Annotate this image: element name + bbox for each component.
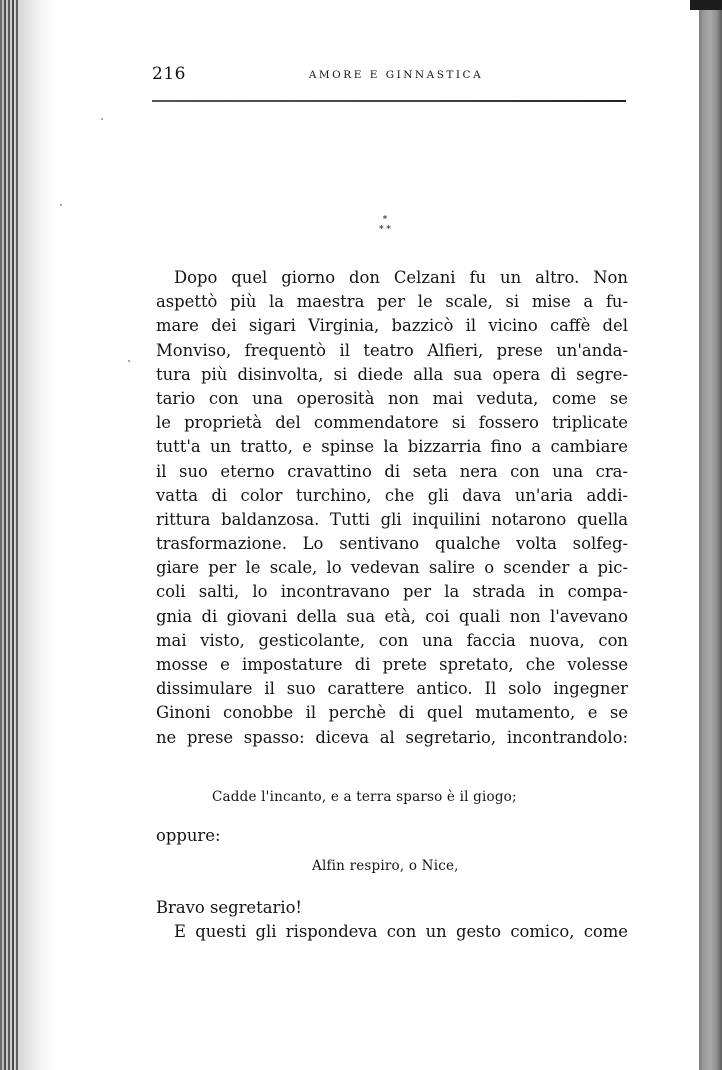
paper-speck (101, 118, 103, 120)
text-line: le proprietà del commendatore si fossero triplicate (156, 413, 628, 433)
text-line: Monviso, frequentò il teatro Alfieri, prese un'anda- (156, 340, 628, 360)
text-line: Bravo segretario! (156, 898, 303, 917)
text-line: mosse e impostature di prete spretato, che volesse (156, 655, 628, 674)
header-rule (152, 100, 626, 102)
text-line: rittura baldanzosa. Tutti gli inquilini notarono quella (156, 509, 628, 529)
text-line: tutt'a un tratto, e spinse la bizzarria fino a cambiare (156, 437, 628, 457)
running-title: AMORE E GINNASTICA (308, 69, 484, 81)
text-line: mare dei sigari Virginia, bazzicò il vicino caffè del (156, 316, 628, 336)
oppure-line: oppure: (156, 826, 221, 845)
paper-speck (128, 360, 130, 362)
closing-text (156, 896, 628, 944)
text-line: trasformazione. Lo sentivano qualche volta solfeg- (156, 534, 628, 554)
asterism-bottom-stars: * * (379, 225, 391, 235)
page-right-edge (699, 0, 722, 1070)
asterism-top-star: * (382, 215, 388, 225)
verse-quote-2: Alfin respiro, o Nice, (312, 858, 459, 874)
text-line: giare per le scale, lo vedevan salire o scender a pic- (156, 558, 628, 578)
paragraph-1 (156, 266, 628, 750)
text-line: ne prese spasso: diceva al segretario, incontrandolo: (156, 727, 628, 747)
text-line: Ginoni conobbe il perchè di quel mutamento, e se (156, 703, 628, 723)
running-head (152, 64, 626, 88)
text-line: dissimulare il suo carattere antico. Il solo ingegner (156, 679, 628, 699)
scan-corner-shadow (690, 0, 722, 10)
verse-quote-1: Cadde l'incanto, e a terra sparso è il giogo; (212, 789, 517, 805)
text-line: vatta di color turchino, che gli dava un'aria addi- (156, 485, 628, 505)
text-line: tario con una operosità non mai veduta, come se (156, 388, 628, 408)
page-number: 216 (152, 64, 186, 84)
text-line: gnia di giovani della sua età, coi quali non l'avevano (156, 606, 628, 626)
text-line: coli salti, lo incontravano per la strada in compa- (156, 582, 628, 602)
page-gutter-shadow (18, 0, 58, 1070)
text-line: mai visto, gesticolante, con una faccia nuova, con (156, 630, 628, 650)
section-break-asterism (370, 215, 400, 245)
paper-speck (60, 204, 62, 206)
text-line: Dopo quel giorno don Celzani fu un altro. Non (174, 268, 628, 287)
text-line: E questi gli rispondeva con un gesto comico, come (174, 922, 628, 942)
text-line: tura più disinvolta, si diede alla sua opera di segre- (156, 364, 628, 384)
text-line: aspettò più la maestra per le scale, si mise a fu- (156, 292, 628, 312)
text-line: il suo eterno cravattino di seta nera con una cra- (156, 461, 628, 481)
